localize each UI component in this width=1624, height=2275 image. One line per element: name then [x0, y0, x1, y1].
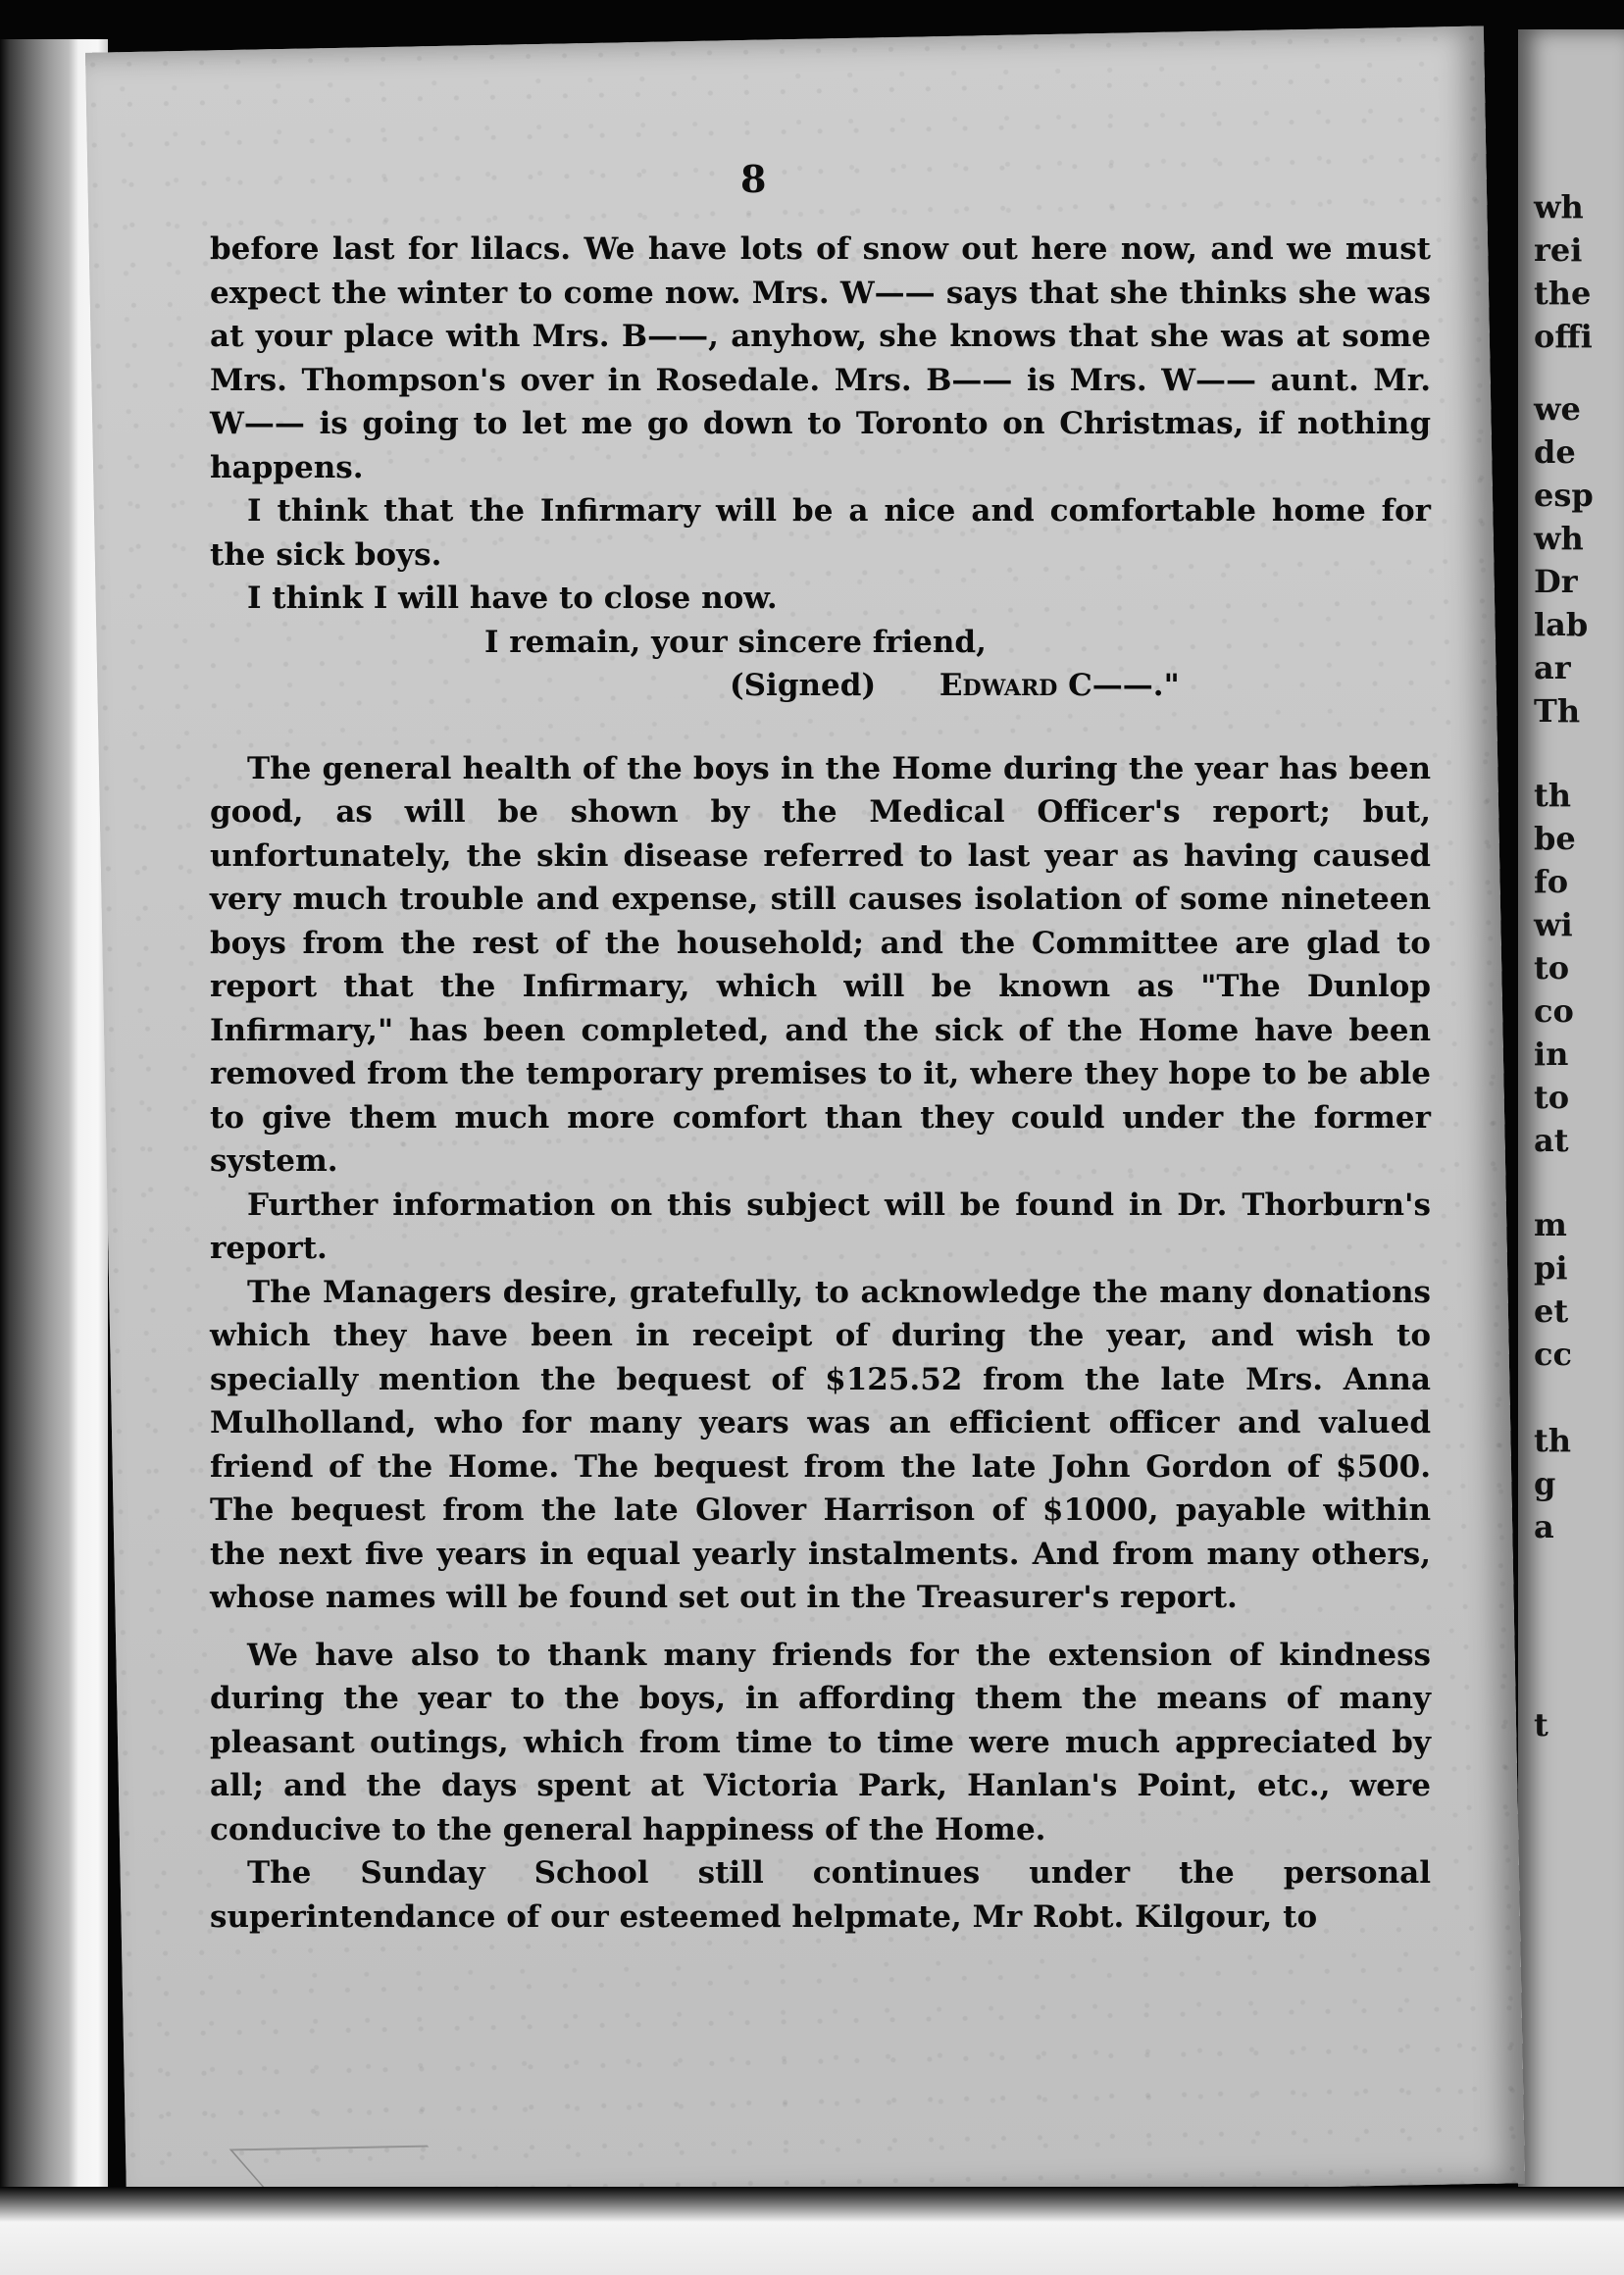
facing-page-fragment: fo — [1534, 863, 1569, 900]
facing-page-fragment: th — [1534, 1422, 1572, 1459]
facing-page-fragment: in — [1534, 1036, 1569, 1073]
facing-page-fragment: esp — [1534, 477, 1594, 514]
letter-body: I think I will have to close now. — [247, 581, 778, 616]
facing-page-fragment: wh — [1534, 188, 1584, 226]
facing-page-fragment: to — [1534, 949, 1570, 986]
signed-label: (Signed) — [730, 668, 877, 703]
facing-page-fragment: offi — [1534, 318, 1593, 355]
signature: Edward C——." — [939, 668, 1180, 703]
paragraph: The Managers desire, gratefully, to acknowledge the many donations which they have been in receipt of during the year, and wish to specially mention the bequest of $125.52 from the late Mrs. Anna Mulholland, who for many years was an efficient officer and valued friend of the Home. The bequest from the late John Gordon of $500. The bequest from the late Glover Harrison of $1000, payable within the next five years in equal yearly instalments. And from many others, whose names will be found set out in the Treasurer's report. — [210, 1274, 1431, 1615]
letter-body: I think that the Infirmary will be a nice and comfortable home for the sick boys. — [210, 493, 1431, 573]
facing-page-fragment: rei — [1534, 231, 1583, 269]
facing-page-fragment: the — [1534, 275, 1592, 312]
facing-page-fragment: cc — [1534, 1336, 1572, 1373]
letter-signature-line — [730, 664, 1431, 708]
facing-page-fragment: Dr — [1534, 563, 1578, 600]
facing-page-fragment: to — [1534, 1079, 1570, 1116]
page-number: 8 — [740, 157, 767, 201]
letter-closing: I remain, your sincere friend, — [484, 624, 987, 660]
letter-body: before last for lilacs. We have lots of snow out here now, and we must expect the winter to come now. Mrs. W—— says that she thinks she was at your place with Mrs. B——, anyhow, she knows that she was at some Mrs. Thompson's over in Rosedale. Mrs. B—— is Mrs. W—— aunt. Mr. W—— is going to let me go down to Toronto on Christmas, if nothing happens. — [210, 231, 1431, 485]
facing-page-fragment: wi — [1534, 906, 1573, 943]
facing-page-fragment: de — [1534, 433, 1576, 471]
facing-page-fragment: we — [1534, 390, 1581, 428]
facing-page-fragment: t — [1534, 1706, 1548, 1744]
facing-page-fragment: m — [1534, 1206, 1567, 1243]
paragraph: The general health of the boys in the Home during the year has been good, as will be shown by the Medical Officer's report; but, unfortunately, the skin disease referred to last year as having caused very much trouble and expense, still causes isolation of some nineteen boys from the rest of the household; and the Committee are glad to report that the Infirmary, which will be known as "The Dunlop Infirmary," has been completed, and the sick of the Home have been removed from the temporary premises to it, where they hope to be able to give them much more comfort than they could under the former system. — [210, 750, 1431, 1179]
spacer — [210, 1620, 1431, 1634]
facing-page-fragment: at — [1534, 1122, 1569, 1159]
facing-page-fragment: a — [1534, 1508, 1554, 1545]
facing-page-fragment: be — [1534, 820, 1576, 857]
facing-page-fragment: pi — [1534, 1249, 1568, 1287]
facing-page-fragment: lab — [1534, 606, 1589, 643]
facing-page-fragment: Th — [1534, 692, 1581, 730]
facing-page-fragment: et — [1534, 1292, 1569, 1330]
paragraph: We have also to thank many friends for the extension of kindness during the year to the boys, in affording them the means of many pleasant outings, which from time to time were much appreciated by all; and the days spent at Victoria Park, Hanlan's Point, etc., were conducive to the general happiness of the Home. — [210, 1637, 1431, 1847]
spacer — [210, 708, 1431, 747]
facing-page-fragment: th — [1534, 777, 1572, 814]
facing-page-fragment: ar — [1534, 649, 1571, 686]
facing-page-fragment: g — [1534, 1465, 1556, 1502]
page-text — [210, 228, 1431, 1939]
paragraph: Further information on this subject will be found in Dr. Thorburn's report. — [210, 1187, 1431, 1266]
paragraph: The Sunday School still continues under the personal superintendance of our esteemed helpmate, Mr Robt. Kilgour, to — [210, 1855, 1431, 1935]
bottom-page-edge — [0, 2187, 1624, 2275]
facing-page — [1518, 29, 1624, 2206]
facing-page-fragment: co — [1534, 992, 1574, 1030]
facing-page-fragment: wh — [1534, 520, 1584, 557]
